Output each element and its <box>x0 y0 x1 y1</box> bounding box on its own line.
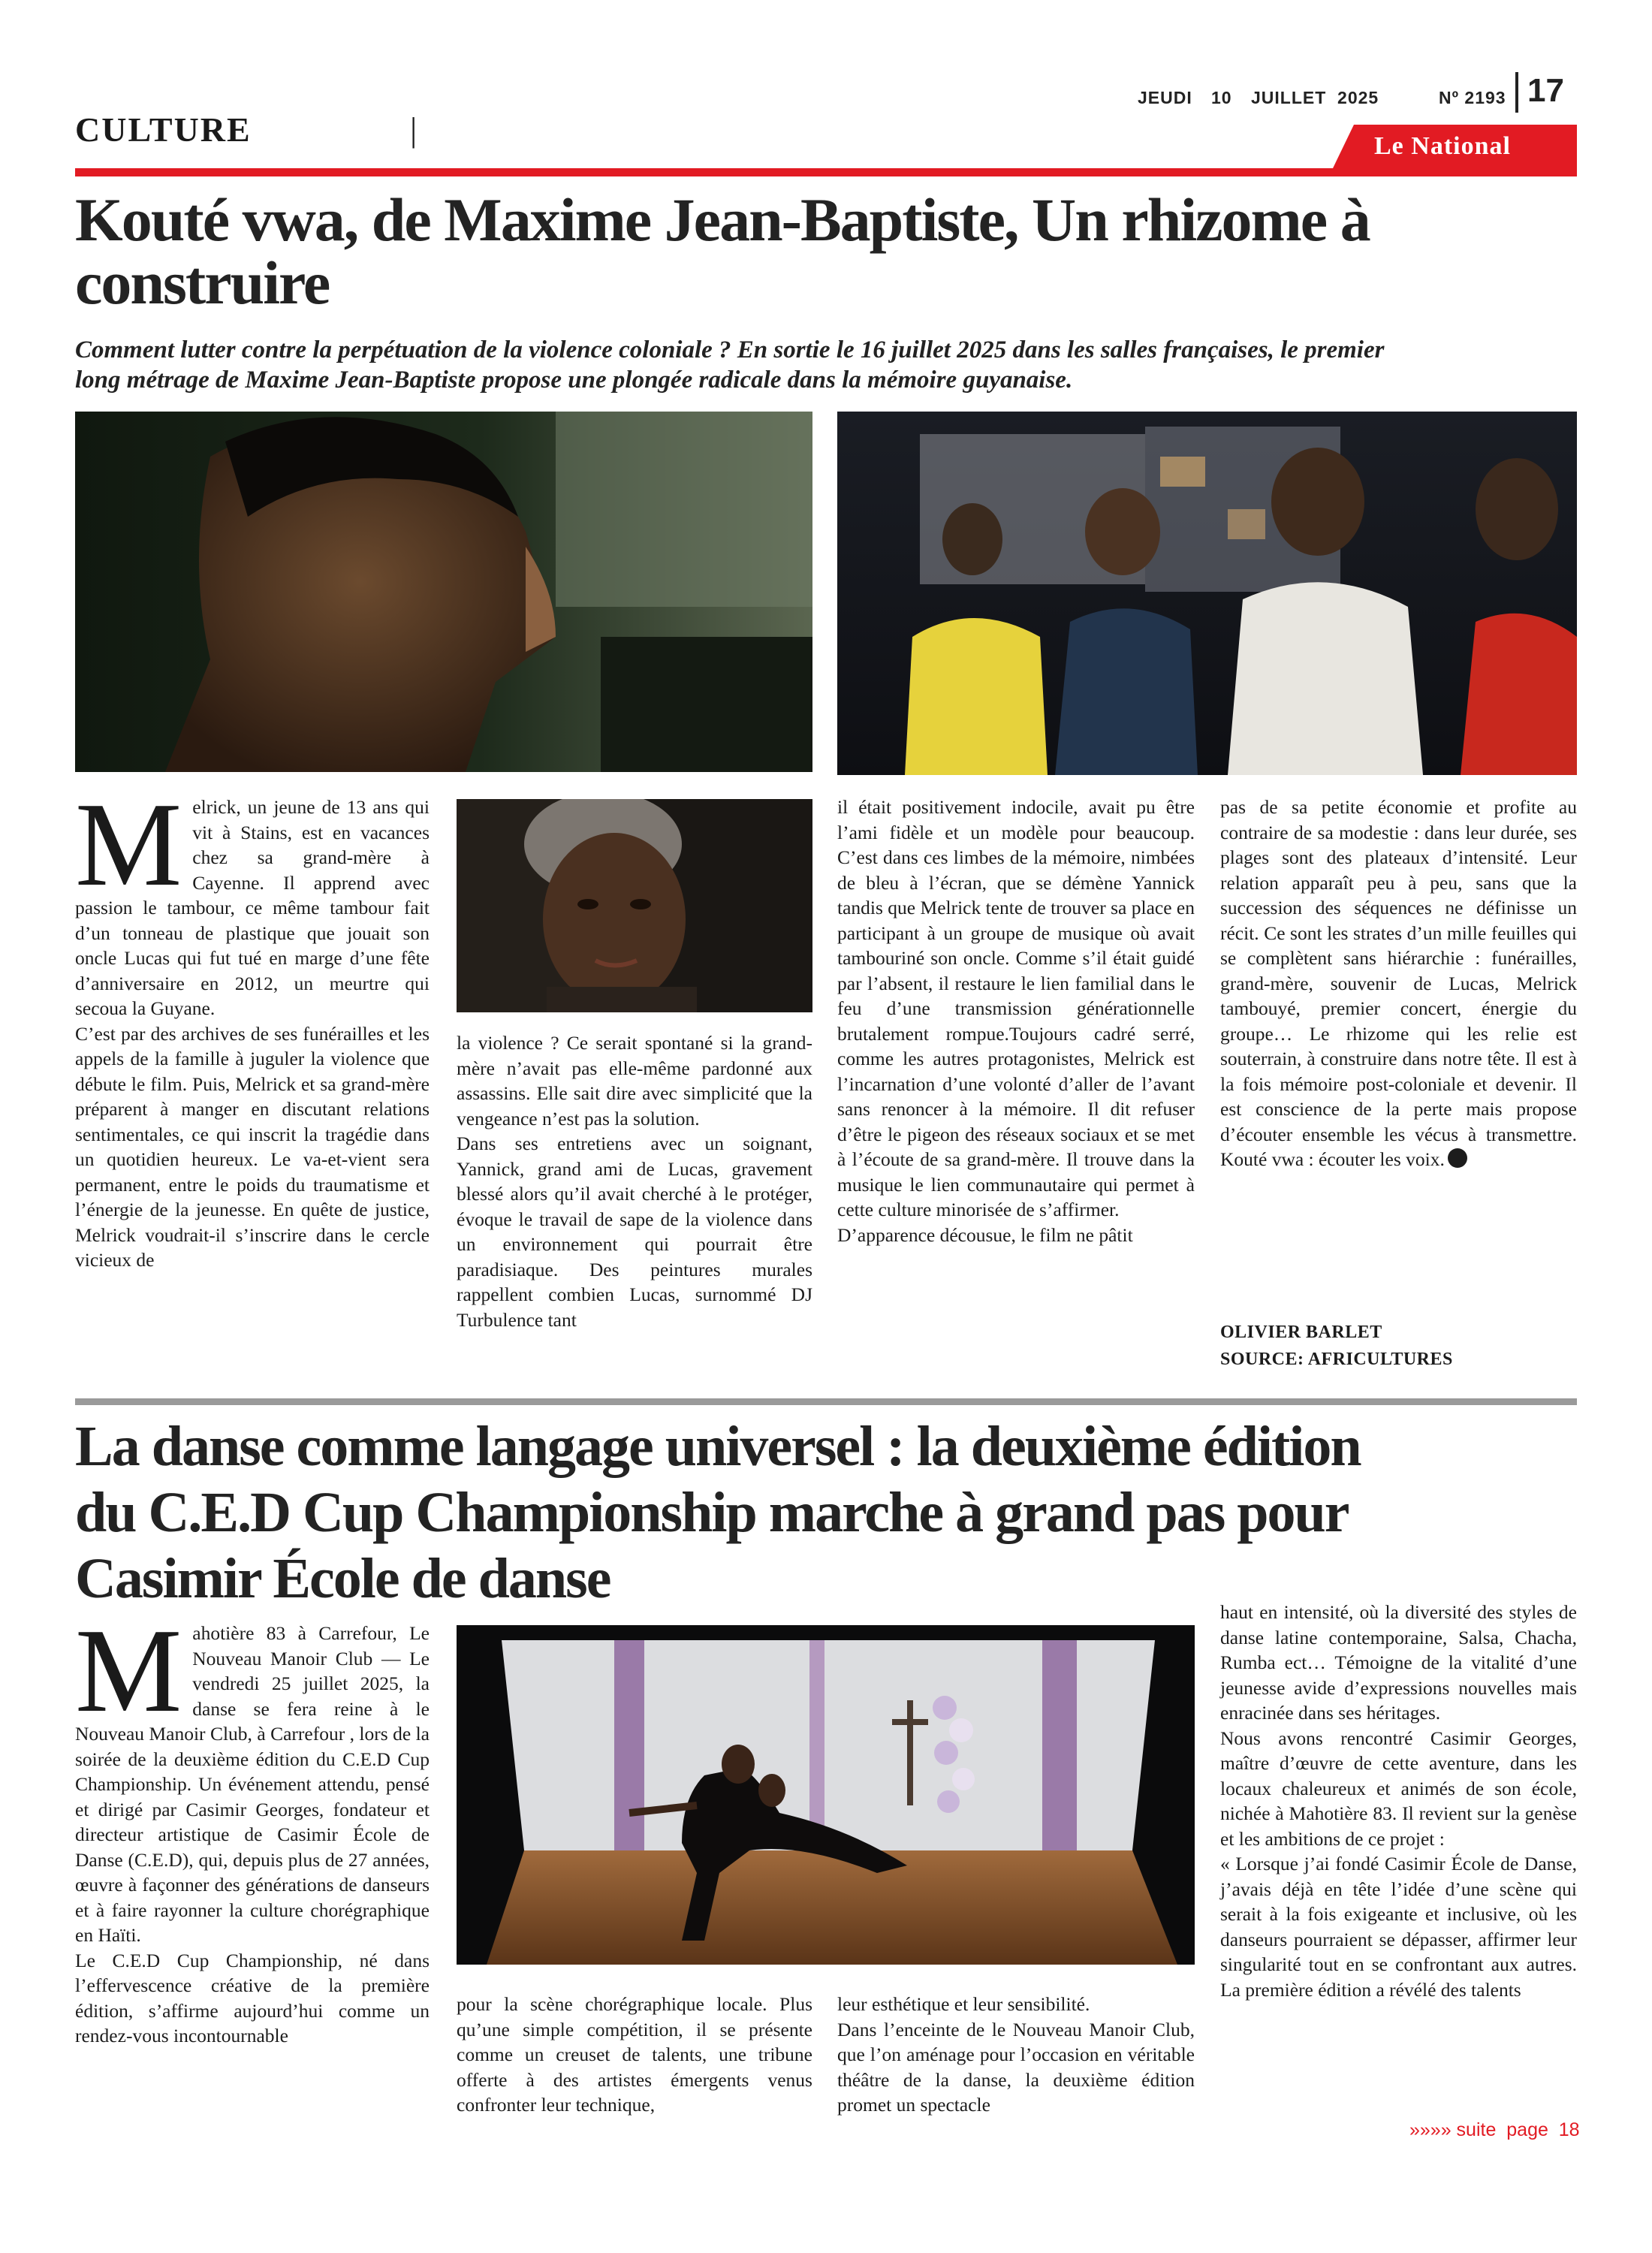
article1-column-2 <box>457 1030 812 1332</box>
article1-column-1 <box>75 777 430 1273</box>
end-of-article-icon <box>1448 1148 1467 1168</box>
article2-column-1 <box>75 1603 430 2049</box>
article2-dropcap: M <box>75 1603 182 1737</box>
article2-paragraph: « Lorsque j’ai fondé Casimir École de Danse, j’avais déjà en tête l’idée d’une scène qui serait à la fois exigeante et inclusive, où les danseurs pourraient se dépasser, affirmer leur singularité tout en se confrontant aux autres. La première édition a révélé des talents <box>1220 1853 1577 2001</box>
article1-source: SOURCE: AFRICULTURES <box>1220 1350 1453 1369</box>
article1-lead <box>75 335 1577 395</box>
continued-on-page-link[interactable]: »»»» suite page 18 <box>1409 2119 1580 2140</box>
article1-lead-line1: Comment lutter contre la perpétuation de la violence coloniale ? En sortie le 16 juillet 2025 dans les salles françaises, le premier <box>75 336 1385 363</box>
article1-paragraph: pas de sa petite économie et profite au contraire de sa modestie : dans leur durée, ses plages sont des plateaux d’intensité. Leur relation apparaît peu à peu, sans que la succession des séquences ne définisse un récit. Ce sont les strates d’un mille feuilles qui se complètent sans hiérarchie : funérailles, grand-mère, souvenir de Lucas, Melrick tambouyé, premier concert, énergie du groupe… Le rhizome qui les relie est souterrain, à construire dans notre tête. Il est à la fois mémoire post-coloniale et devenir. Il est conscience de la perte mais propose d’écouter ensemble les vécus à transmettre. Kouté vwa : écouter les voix. <box>1220 796 1577 1170</box>
article2-paragraph: ahotière 83 à Carrefour, Le Nouveau Manoir Club — Le vendredi 25 juillet 2025, la danse se fera reine à le Nouveau Manoir Club, à Carrefour , lors de la soirée de la deuxième édition du C.E.D Cup Championship. Un événement attendu, pensé et dirigé par Casimir Georges, fondateur et directeur artistique de Casimir École de Danse (C.E.D), qui, depuis plus de 27 années, œuvre à façonner des générations de danseurs et à faire rayonner la culture chorégraphique en Haïti. <box>75 1622 430 1946</box>
article1-lead-line2: long métrage de Maxime Jean-Baptiste propose une plongée radicale dans la mémoire guyanaise. <box>75 366 1073 394</box>
article1-paragraph: elrick, un jeune de 13 ans qui vit à Stains, est en vacances chez sa grand-mère à Cayenne. Il apprend avec passion le tambour, ce même tambour fait d’un tonneau de plastique que jouait son oncle Lucas qui fut tué en marge d’une fête d’anniversaire en 2012, un meurtre qui secoua la Guyane. <box>75 796 430 1019</box>
photo-boy-in-car <box>75 412 812 772</box>
photo-grandmother <box>457 799 812 1012</box>
article2-paragraph: Dans l’enceinte de le Nouveau Manoir Club, que l’on aménage pour l’occasion en véritable théâtre de la danse, la deuxième édition promet un spectacle <box>837 2018 1195 2116</box>
page-number: 17 <box>1527 72 1564 109</box>
photo-dancers <box>457 1625 1195 1965</box>
article2-paragraph: pour la scène chorégraphique locale. Plus qu’une simple compétition, il se présente comme un creuset de talents, une tribune offerte à des artistes émergents venus confronter leur technique, <box>457 1993 812 2116</box>
article1-paragraph: D’apparence décousue, le film ne pâtit <box>837 1223 1133 1246</box>
article2-headline <box>75 1413 1361 1612</box>
issue-day: JEUDI <box>1138 88 1192 107</box>
section-title: CULTURE <box>75 110 252 149</box>
issue-number: Nº 2193 <box>1439 88 1506 107</box>
article1-column-3 <box>837 795 1195 1247</box>
article1-paragraph: C’est par des archives de ses funérailles et les appels de la famille à juguler la violence que débute le film. Puis, Melrick et sa grand-mère préparent à manger en discutant relations sentimentales, ce qui inscrit la tragédie dans un quotidien heureux. Le va-et-vient sera permanent, entre le poids du traumatisme et l’énergie de la jeunesse. En quête de justice, Melrick voudrait-il s’inscrire dans le cercle vicieux de <box>75 1022 430 1271</box>
article2-paragraph: Le C.E.D Cup Championship, né dans l’effervescence créative de la première édition, s’affirme aujourd’hui comme un rendez-vous incontournable <box>75 1949 430 2046</box>
header-divider <box>1515 72 1518 113</box>
article2-headline-line2: du C.E.D Cup Championship marche à grand pas pour <box>75 1481 1349 1544</box>
article2-headline-line1: La danse comme langage universel : la deuxième édition <box>75 1415 1361 1478</box>
article1-column-4 <box>1220 795 1577 1172</box>
article1-paragraph: Dans ses entretiens avec un soignant, Yannick, grand ami de Lucas, gravement blessé alors qu’il avait cherché à le protéger, évoque le travail de sape de la violence dans un environnement qui pourrait être paradisiaque. Des peintures murales rappellent combien Lucas, surnommé DJ Turbulence tant <box>457 1133 812 1331</box>
article1-byline <box>1220 1319 1453 1373</box>
article1-paragraph: la violence ? Ce serait spontané si la grand-mère n’avait pas elle-même pardonné aux assassins. Elle sait dire avec simplicité que la vengeance n’est pas la solution. <box>457 1032 812 1130</box>
article2-paragraph: Nous avons rencontré Casimir Georges, maître d’œuvre de cette aventure, dans les locaux chaleureux et animés de son école, nichée à Mahotière 83. Il revient sur la genèse et les ambitions de ce projet : <box>1220 1727 1577 1850</box>
article1-headline <box>75 185 1370 317</box>
section-separator: | <box>410 110 419 149</box>
article1-paragraph: il était positivement indocile, avait pu être l’ami fidèle et un modèle pour beaucoup. C’est dans ces limbes de la mémoire, nimbées de bleu à l’écran, que se démène Yannick tandis que Melrick tente de trouver sa place en participant à un groupe de musique où avait tambouriné son oncle. Comme s’il était guidé par l’absent, il restaure le lien familial dans le feu d’une transmission générationnelle brutalement rompue.Toujours cadré serré, comme les autres protagonistes, Melrick est l’incarnation d’une volonté d’aller de l’avant sans renoncer à la mémoire. Il dit refuser d’être le pigeon des réseaux sociaux et se met à l’écoute de sa grand-mère. Il trouve dans la musique le lien communautaire qui permet à cette culture minorisée de s’affirmer. <box>837 796 1195 1220</box>
article2-column-2 <box>457 1992 812 2118</box>
article1-author: OLIVIER BARLET <box>1220 1323 1382 1342</box>
article2-paragraph: leur esthétique et leur sensibilité. <box>837 1993 1090 2015</box>
article1-dropcap: M <box>75 777 182 911</box>
article2-paragraph: haut en intensité, où la diversité des styles de danse latine contemporaine, Salsa, Chacha, Rumba ect… Témoigne de la vitalité d’une jeunesse avide d’expressions nouvelles mais enracinée dans ses héritages. <box>1220 1601 1577 1724</box>
article2-headline-line3: Casimir École de danse <box>75 1547 610 1610</box>
header-rule <box>75 168 1577 176</box>
issue-month-year: JUILLET 2025 <box>1251 88 1379 107</box>
photo-boys-at-night <box>837 412 1577 775</box>
paper-name: Le National <box>1374 132 1511 160</box>
issue-date-number: 10 <box>1211 88 1232 107</box>
article-separator <box>75 1398 1577 1405</box>
article2-column-3 <box>837 1992 1195 2118</box>
article2-column-4 <box>1220 1600 1577 2002</box>
article1-headline-line1: Kouté vwa, de Maxime Jean-Baptiste, Un rhizome à <box>75 185 1370 254</box>
article1-headline-line2: construire <box>75 249 330 317</box>
